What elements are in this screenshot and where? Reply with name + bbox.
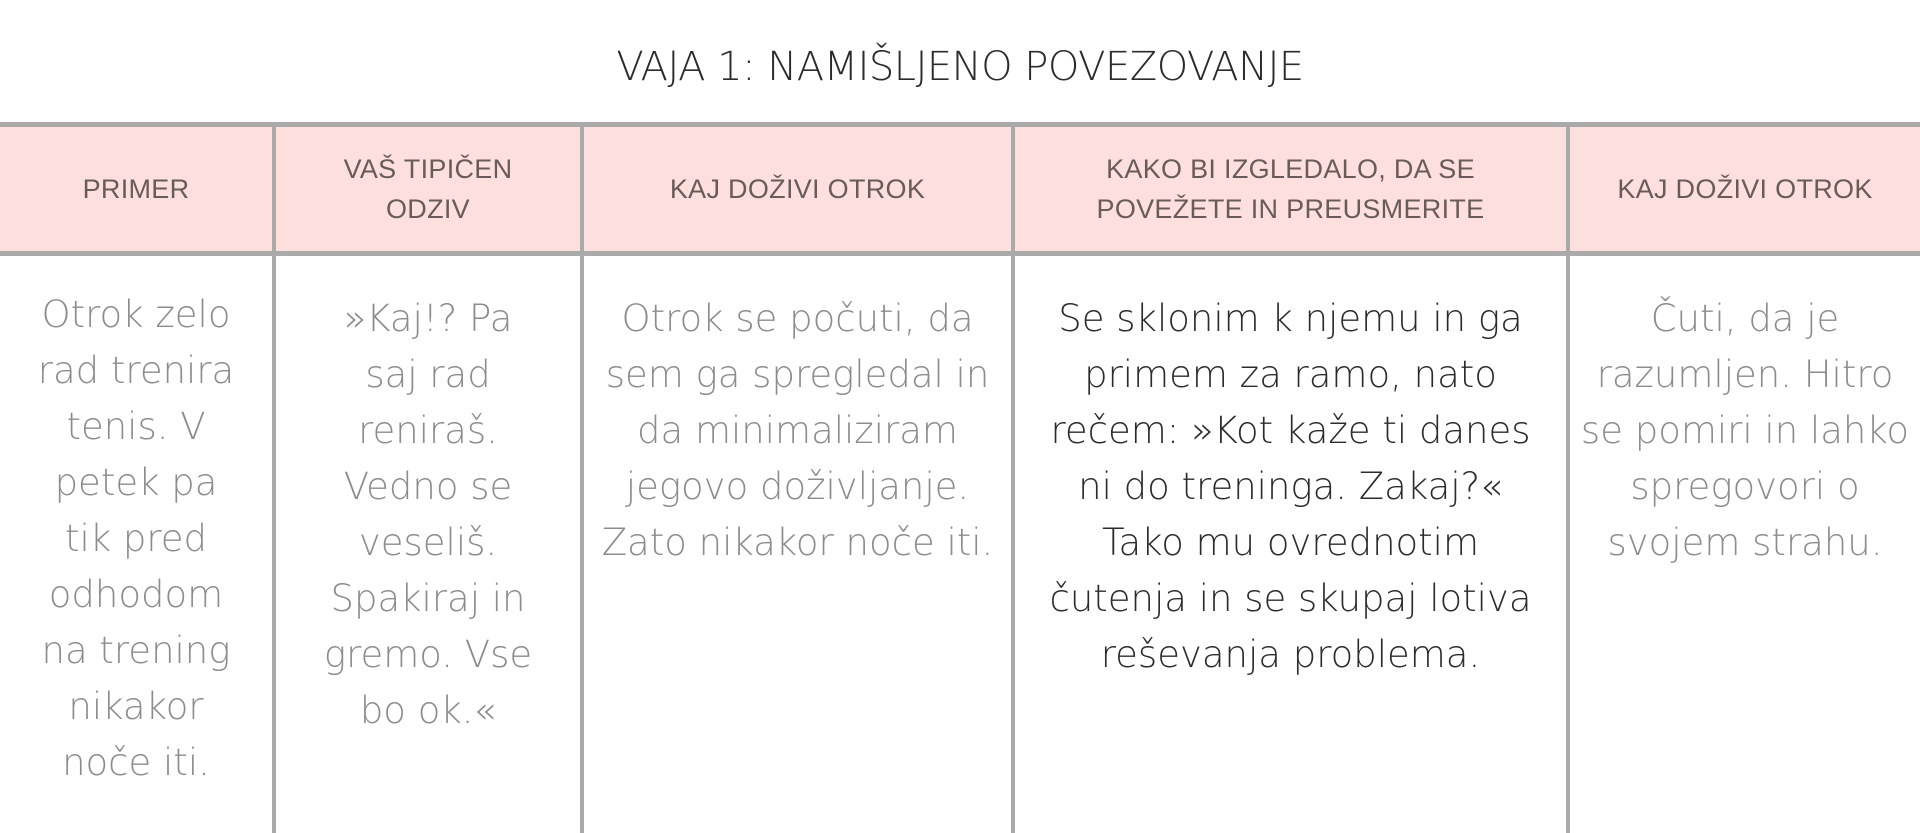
header-child-experience: KAJ DOŽIVI OTROK: [669, 174, 926, 204]
exercise-table: [0, 122, 1920, 828]
cell-child-experience: Otrok se počuti, da sem ga spregledal in da minimaliziram jegovo doživljanje. Zato nikakor noče iti.: [601, 297, 994, 564]
header-typical-response: VAŠ TIPIČEN ODZIV: [343, 154, 513, 224]
header-primer: PRIMER: [82, 174, 190, 204]
cell-connect-redirect: Se sklonim k njemu in ga primem za ramo, nato rečem: »Kot kaže ti danes ni do treninga. Zakaj?« Tako mu ovrednotim čutenja in se skupaj lotiva reševanja problema.: [1049, 297, 1532, 676]
header-child-experience-2: KAJ DOŽIVI OTROK: [1617, 174, 1873, 204]
header-connect-redirect: KAKO BI IZGLEDALO, DA SE POVEŽETE IN PREUSMERITE: [1096, 154, 1485, 224]
page-title: VAJA 1: NAMIŠLJENO POVEZOVANJE: [616, 44, 1304, 90]
cell-typical-response: »Kaj!? Pa saj rad reniraš. Vedno se veseliš. Spakiraj in gremo. Vse bo ok.«: [323, 297, 533, 732]
cell-child-experience-2: Čuti, da je razumljen. Hitro se pomiri in lahko spregovori o svojem strahu.: [1580, 297, 1910, 564]
cell-primer: Otrok zelo rad trenira tenis. V petek pa tik pred odhodom na trening nikakor noče iti.: [37, 293, 235, 784]
